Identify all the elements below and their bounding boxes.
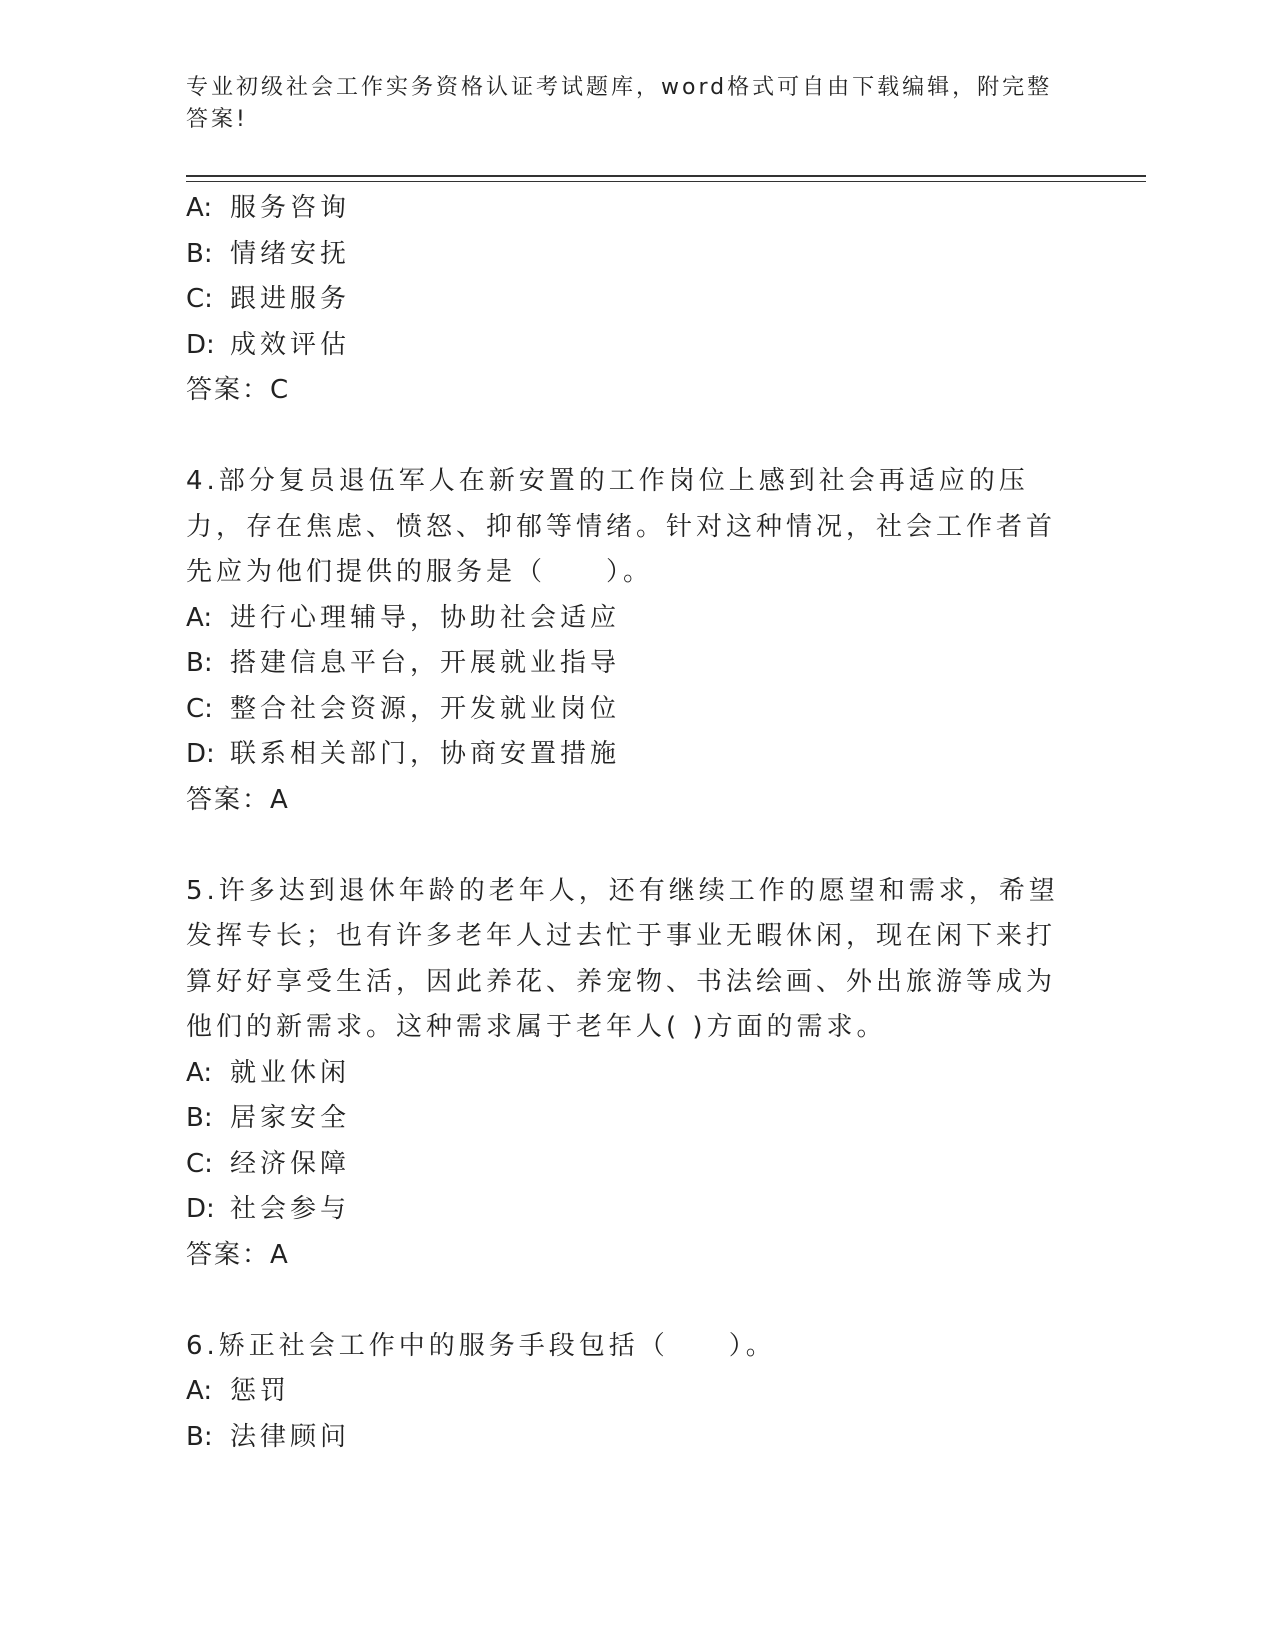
- option-b: B: 居家安全: [186, 1103, 351, 1133]
- option-b: B: 法律顾问: [186, 1421, 351, 1452]
- question-stem: 5.许多达到退休年龄的老年人，还有继续工作的愿望和需求，希望发挥专长；也有许多老年人过去忙于事业无暇休闲，现在闲下来打算好好享受生活，因此养花、养宠物、书法绘画、外出旅游等成为他们的新需求。这种需求属于老年人( )方面的需求。: [186, 875, 1059, 1042]
- option-d: D: 联系相关部门，协商安置措施: [186, 739, 621, 769]
- question-stem: 6.矫正社会工作中的服务手段包括（ ）。: [186, 1330, 776, 1361]
- answer-line: 答案：A: [186, 784, 290, 815]
- option-a: A: 服务咨询: [186, 193, 351, 223]
- question-list: [186, 186, 1066, 1460]
- option-b: B: 搭建信息平台，开展就业指导: [186, 648, 621, 678]
- question-3-options: [186, 186, 1066, 414]
- answer-line: 答案：C: [186, 375, 291, 405]
- page-header: 专业初级社会工作实务资格认证考试题库，word格式可自由下载编辑，附完整答案!: [186, 75, 1053, 132]
- header-divider-thick: [186, 175, 1146, 177]
- option-a: A: 进行心理辅导，协助社会适应: [186, 602, 621, 633]
- answer-line: 答案：A: [186, 1239, 290, 1270]
- option-c: C: 经济保障: [186, 1148, 351, 1179]
- header-divider-thin: [186, 181, 1146, 182]
- option-a: A: 就业休闲: [186, 1057, 351, 1088]
- option-c: C: 跟进服务: [186, 284, 351, 314]
- question-4: [186, 459, 1066, 823]
- option-d: D: 社会参与: [186, 1194, 351, 1224]
- option-c: C: 整合社会资源，开发就业岗位: [186, 693, 621, 724]
- question-stem: 4.部分复员退伍军人在新安置的工作岗位上感到社会再适应的压力，存在焦虑、愤怒、抑郁等情绪。针对这种情况，社会工作者首先应为他们提供的服务是（ ）。: [186, 466, 1057, 587]
- question-5: [186, 869, 1066, 1279]
- question-6: [186, 1324, 1066, 1461]
- option-a: A: 惩罚: [186, 1376, 291, 1406]
- option-b: B: 情绪安抚: [186, 238, 351, 269]
- option-d: D: 成效评估: [186, 329, 351, 360]
